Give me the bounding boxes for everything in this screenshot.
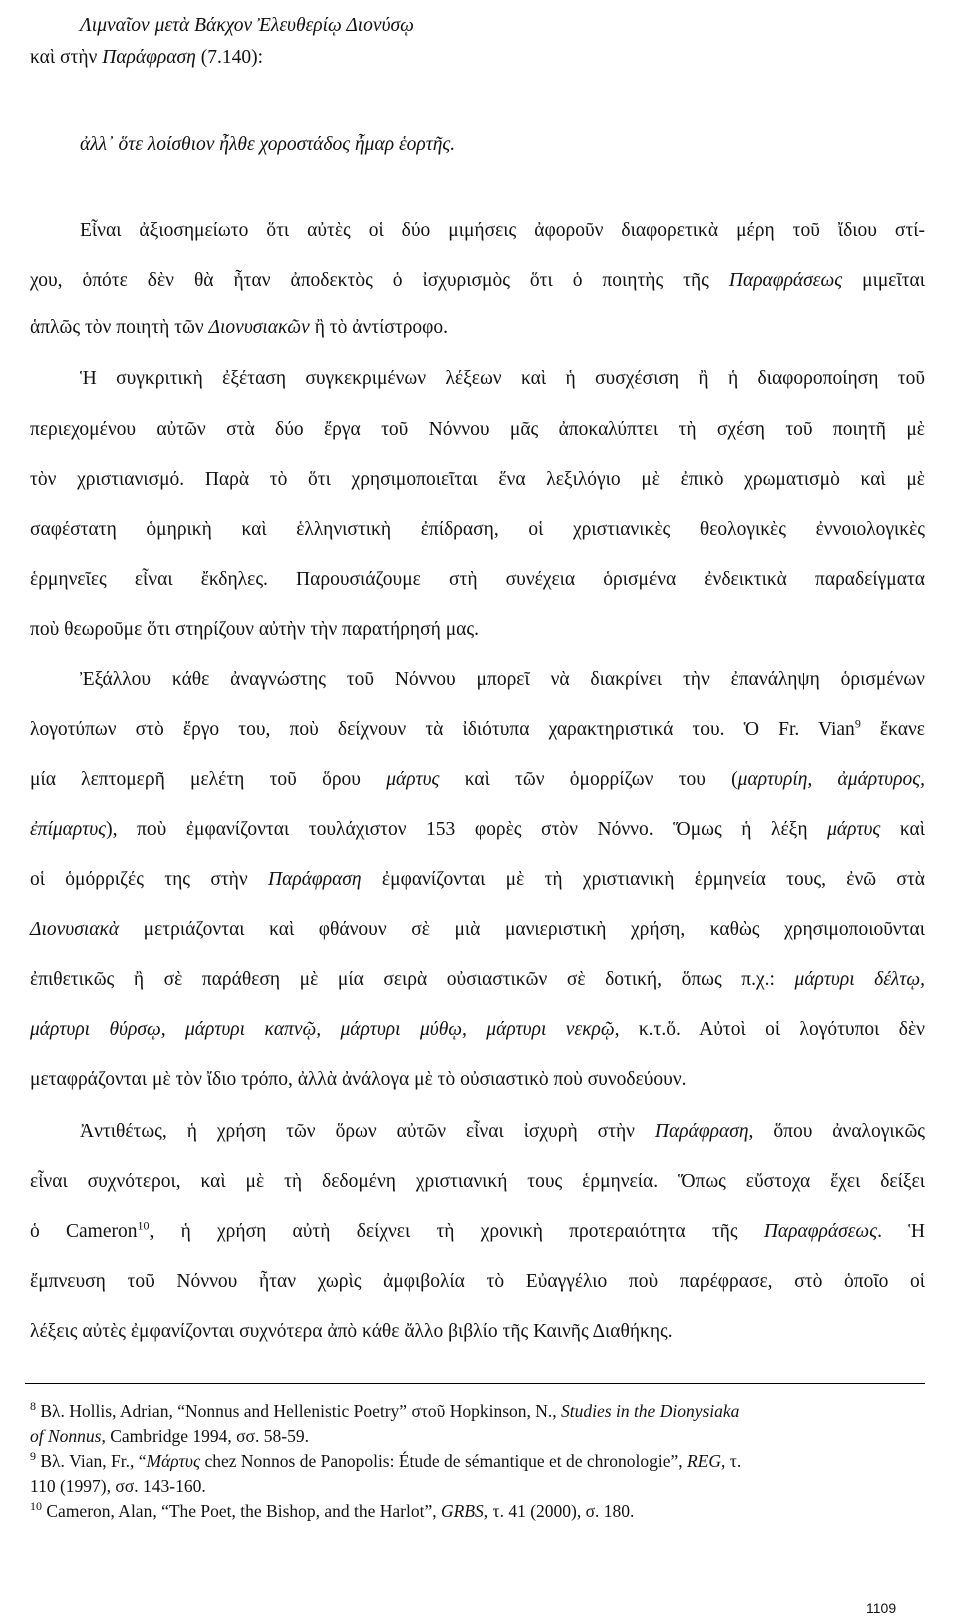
- footnote-separator: [25, 1383, 925, 1384]
- paragraph-1-line-3: ἁπλῶς τὸν ποιητὴ τῶν Διονυσιακῶν ἢ τὸ ἀντίστροφο.: [30, 317, 449, 338]
- verse-quote-2: ἀλλ᾽ ὅτε λοίσθιον ἦλθε χοροστάδος ἦμαρ ἑορτῆς.: [80, 134, 456, 155]
- paragraph-4-line-4: ἔμπνευση τοῦ Νόννου ἦταν χωρὶς ἀμφιβολία τὸ Εὐαγγέλιο ποὺ παρέφρασε, στὸ ὁποῖο οἱ: [30, 1271, 925, 1292]
- footnote-9-line-2: 110 (1997), σσ. 143-160.: [30, 1476, 206, 1496]
- paragraph-3-line-4: ἐπίμαρτυς), ποὺ ἐμφανίζονται τουλάχιστον 153 φορὲς στὸν Νόννο. Ὅμως ἡ λέξη μάρτυς καὶ: [30, 819, 925, 840]
- paragraph-4-line-2: εἶναι συχνότεροι, καὶ μὲ τὴ δεδομένη χριστιανική τους ἑρμηνεία. Ὅπως εὔστοχα ἔχει δείξει: [30, 1171, 925, 1192]
- paragraph-3-line-6: Διονυσιακὰ μετριάζονται καὶ φθάνουν σὲ μιὰ μανιεριστικὴ χρήση, καθὼς χρησιμοποιοῦνται: [30, 919, 925, 940]
- paragraph-2-line-2: περιεχομένου αὐτῶν στὰ δύο ἔργα τοῦ Νόννου μᾶς ἀποκαλύπτει τὴ σχέση τοῦ ποιητῆ μὲ: [30, 419, 925, 440]
- paragraph-4-line-3: ὁ Cameron$^{10}$, ἡ χρήση αὐτὴ δείχνει τὴ χρονικὴ προτεραιότητα τῆς Παραφράσεως. Ἡ: [30, 1218, 925, 1242]
- footnote-8-line-1: $^8$ Βλ. Hollis, Adrian, “Nonnus and Hellenistic Poetry” στοῦ Hopkinson, N., Studies in the Dionysiaka: [30, 1399, 740, 1421]
- paragraph-3-line-8: μάρτυρι θύρσῳ, μάρτυρι καπνῷ, μάρτυρι μύθῳ, μάρτυρι νεκρῷ, κ.τ.ὅ. Αὐτοὶ οἱ λογότυποι δὲν: [30, 1019, 925, 1040]
- verse-quote-1: Λιμναῖον μετὰ Βάκχον Ἐλευθερίῳ Διονύσῳ: [80, 15, 414, 36]
- paragraph-3-line-5: οἱ ὁμόρριζές της στὴν Παράφραση ἐμφανίζονται μὲ τὴ χριστιανικὴ ἑρμηνεία τους, ἐνῶ στὰ: [30, 869, 925, 890]
- paragraph-4-line-5: λέξεις αὐτὲς ἐμφανίζονται συχνότερα ἀπὸ κάθε ἄλλο βιβλίο τῆς Καινῆς Διαθήκης.: [30, 1321, 673, 1342]
- footnote-10: $^{10}$ Cameron, Alan, “The Poet, the Bishop, and the Harlot”, GRBS, τ. 41 (2000), σ. 180.: [30, 1499, 635, 1521]
- footnote-9-line-1: $^9$ Βλ. Vian, Fr., “Μάρτυς chez Nonnos de Panopolis: Étude de sémantique et de chronologie”, REG, τ.: [30, 1449, 742, 1471]
- paragraph-1-line-2: χου, ὁπότε δὲν θὰ ἦταν ἀποδεκτὸς ὁ ἰσχυρισμὸς ὅτι ὁ ποιητὴς τῆς Παραφράσεως μιμεῖται: [30, 270, 926, 291]
- paragraph-3-line-2: λογοτύπων στὸ ἔργο του, ποὺ δείχνουν τὰ ἰδιότυπα χαρακτηριστικά του. Ὁ Fr. Vian$^9$ ἔκανε: [30, 716, 925, 740]
- footnote-ref-10[interactable]: 10: [137, 1218, 150, 1233]
- paragraph-4-line-1: Ἀντιθέτως, ἡ χρήση τῶν ὅρων αὐτῶν εἶναι ἰσχυρὴ στὴν Παράφραση, ὅπου ἀναλογικῶς: [80, 1121, 926, 1142]
- paragraph-3-line-9: μεταφράζονται μὲ τὸν ἴδιο τρόπο, ἀλλὰ ἀνάλογα μὲ τὸ οὐσιαστικὸ ποὺ συνοδεύουν.: [30, 1069, 687, 1090]
- paragraph-3-line-3: μία λεπτομερῆ μελέτη τοῦ ὅρου μάρτυς καὶ τῶν ὁμορρίζων του (μαρτυρίη, ἀμάρτυρος,: [30, 769, 925, 790]
- paragraph-2-line-5: ἑρμηνεῖες εἶναι ἔκδηλες. Παρουσιάζουμε στὴ συνέχεια ὁρισμένα ἐνδεικτικὰ παραδείγματα: [30, 569, 925, 590]
- paragraph-3-line-1: Ἐξάλλου κάθε ἀναγνώστης τοῦ Νόννου μπορεῖ νὰ διακρίνει τὴν ἐπανάληψη ὁρισμένων: [80, 669, 925, 690]
- paragraph-2-line-4: σαφέστατη ὁμηρικὴ καὶ ἑλληνιστικὴ ἐπίδραση, οἱ χριστιανικὲς θεολογικὲς ἐννοιολογικὲς: [30, 519, 925, 540]
- paragraph-2-line-3: τὸν χριστιανισμό. Παρὰ τὸ ὅτι χρησιμοποιεῖται ἕνα λεξιλόγιο μὲ ἐπικὸ χρωματισμὸ καὶ μὲ: [30, 469, 925, 490]
- paragraph-3-line-7: ἐπιθετικῶς ἢ σὲ παράθεση μὲ μία σειρὰ οὐσιαστικῶν σὲ δοτική, ὅπως π.χ.: μάρτυρι δέλτῳ,: [30, 969, 925, 990]
- page-number: 1109: [866, 1600, 897, 1616]
- verse-intro: καὶ στὴν Παράφραση (7.140):: [30, 47, 263, 68]
- paragraph-2-line-1: Ἡ συγκριτικὴ ἐξέταση συγκεκριμένων λέξεων καὶ ἡ συσχέσιση ἢ ἡ διαφοροποίηση τοῦ: [80, 368, 925, 389]
- paragraph-2-line-6: ποὺ θεωροῦμε ὅτι στηρίζουν αὐτὴν τὴν παρατήρησή μας.: [30, 619, 479, 640]
- paragraph-1-line-1: Εἶναι ἀξιοσημείωτο ὅτι αὐτὲς οἱ δύο μιμήσεις ἀφοροῦν διαφορετικὰ μέρη τοῦ ἴδιου στί-: [80, 220, 925, 241]
- footnote-8-line-2: of Nonnus, Cambridge 1994, σσ. 58-59.: [30, 1426, 309, 1446]
- footnote-ref-9[interactable]: 9: [854, 716, 861, 731]
